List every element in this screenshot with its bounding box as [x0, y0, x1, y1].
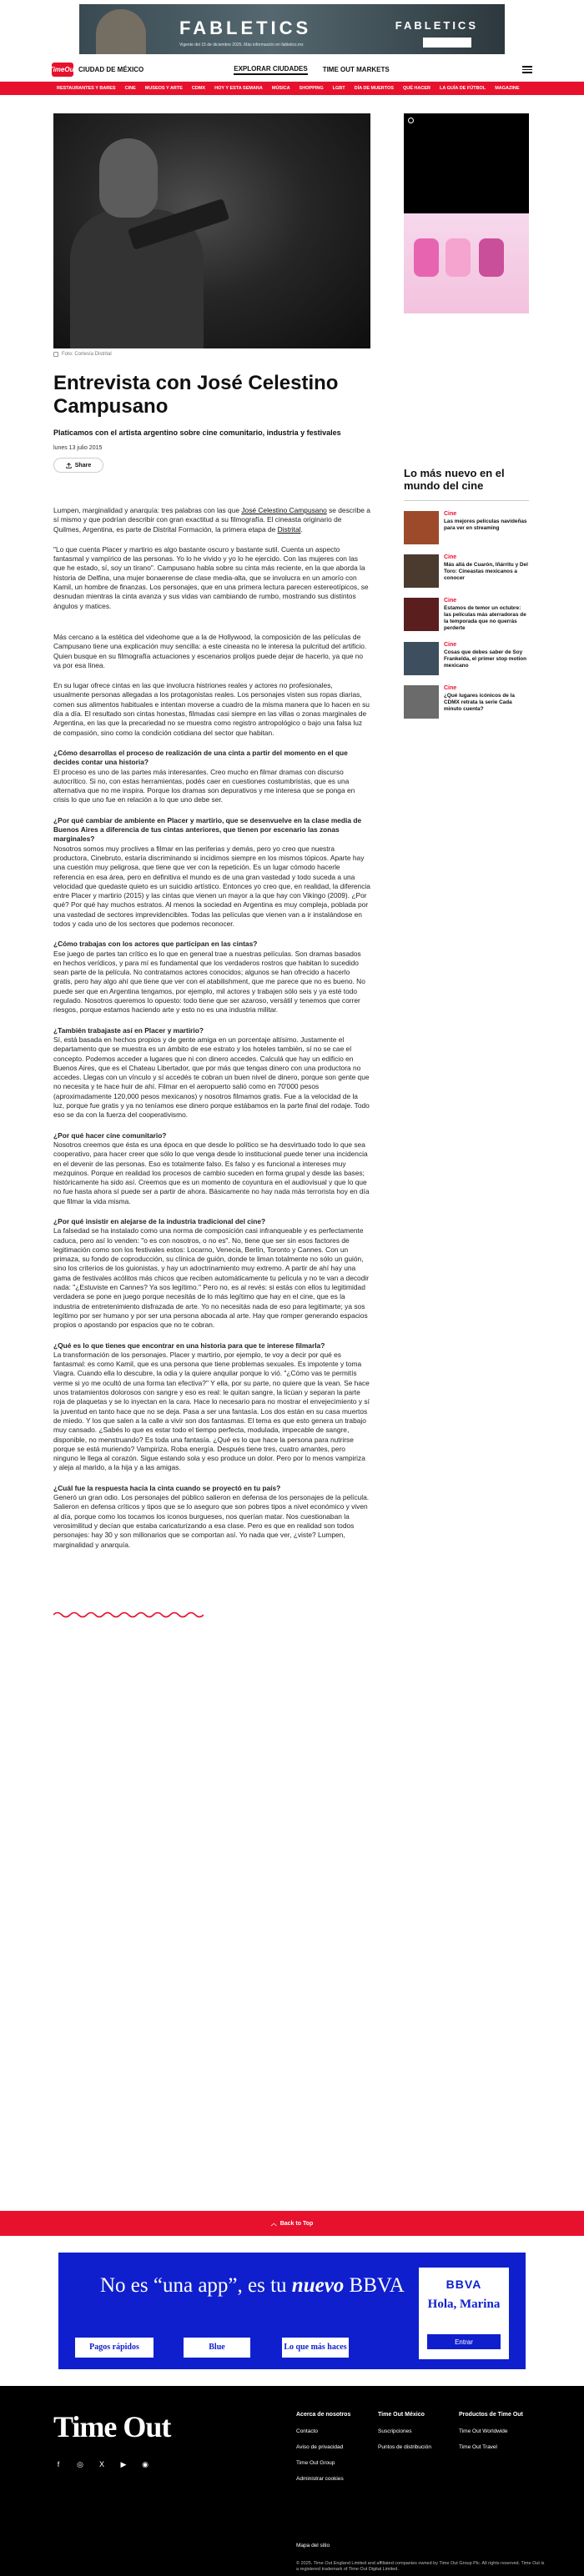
question: ¿Cuál fue la respuesta hacia la cinta cuando se proyectó en tu país?: [53, 1483, 281, 1492]
answer: El proceso es uno de las partes más interesantes. Creo mucho en filmar dramas con discurso autocrítico. Si no, con estas herramientas, podés caer en cuestiones costumbristas, que es una alternativa que no me inspira. Porque los dramas son depurativos y me interesa que se ponga en crisis lo que uno fue en relación a lo que uno debe ser.: [53, 767, 355, 804]
card-enter-button[interactable]: Entrar: [427, 2334, 501, 2349]
sidebar-article[interactable]: [404, 598, 529, 632]
answer: Generó un gran odio. Los personajes del público salieron en defensa de los personajes de la película. Salieron en defensa críticos y tipos que se lo aseguro que son pobres tipos a nivel económico y viven al día, porque como los tocamos los iconos burgueses, nos querían matar. Nos cuestionaban la verosimilitud y decían que estaba caricaturizando a esa clase. Pero es que en realidad son todos personajes: hay 30 y son millonarios que se comportan así. Yo nada que ver, ¿viste? Lumpen, marginalidad y anarquía.: [53, 1493, 370, 1549]
article-link[interactable]: Las mejores películas navideñas para ver en streaming: [444, 519, 527, 531]
ad-model-image: [96, 9, 146, 54]
footer-logo[interactable]: Time Out: [53, 2410, 171, 2443]
footer-link[interactable]: Administrar cookies: [296, 2476, 344, 2482]
question: ¿Cómo desarrollas el proceso de realización de una cinta a partir del momento en el que decides contar una historia?: [53, 748, 348, 767]
ad-pill[interactable]: Lo que más haces: [282, 2338, 349, 2358]
paragraph: "Lo que cuenta Placer y martirio es algo bastante oscuro y bastante sutil. Cuenta un aspecto fantasmal y vampírico de las personas. Yo lo he vivido y yo lo he ejercido. Con las mujeres con las que he estado, sí, soy un tirano". Campusano habla sobre su cinta más reciente, en la que aborda la historia de Delfina, una mujer bonaerense de clase media-alta, que se involucra en un amorío con Kamil, un hombre de finanzas. Los personajes, que en una primera lectura parecen estereotípicos, se desnudan mientras la cinta avanza y sus vidas van cambiando de rumbo, mostrando sus distintos ángulos y matices.: [53, 544, 369, 610]
timeout-logo[interactable]: TimeOut: [52, 63, 73, 77]
sidebar-ad-toys[interactable]: [404, 213, 529, 313]
footer-column-products: Productos de Time Out Time Out Worldwide Time Out Travel: [459, 2411, 526, 2450]
sidebar-article[interactable]: [404, 554, 529, 588]
link-distrital[interactable]: Distrital: [277, 524, 301, 534]
x-icon[interactable]: X: [98, 2460, 104, 2468]
facebook-icon[interactable]: f: [57, 2460, 60, 2468]
ad-subtext: Vigente del 15 de diciembre 2025. Más información en fabletics.mx: [179, 43, 304, 48]
nav-item[interactable]: LGBT: [332, 86, 345, 91]
sidebar-ad-blank: [404, 313, 529, 447]
nav-item[interactable]: SHOPPING: [299, 86, 324, 91]
bbva-ad[interactable]: [58, 2253, 526, 2369]
ad-brand-small: FABLETICS: [395, 19, 478, 32]
share-icon: [66, 463, 72, 469]
fabletics-ad[interactable]: [79, 4, 505, 54]
sidebar-article[interactable]: [404, 511, 529, 544]
ad-phone-card: [419, 2268, 509, 2359]
article-link[interactable]: Más allá de Cuarón, Iñárritu y Del Toro: Cineastas mexicanos a conocer: [444, 562, 528, 581]
nav-item[interactable]: LA GUÍA DE FÚTBOL: [439, 86, 486, 91]
category-label: Cine: [444, 511, 457, 517]
article-link[interactable]: Cosas que debes saber de Soy Frankelda, el primer stop motion mexicano: [444, 649, 527, 669]
question: ¿Cómo trabajas con los actores que participan en las cintas?: [53, 940, 258, 949]
spotify-icon[interactable]: ◉: [142, 2459, 149, 2468]
answer: Sí, está basada en hechos propios y de gente amiga en un porcentaje altísimo. Justamente el departamento que se muestra es un ámbito de ese estrato y los hoteles también, sí no se cae el concepto. Podemos acceder a lugares que ni con dinero accedes. Calculá que hay un edificio en Buenos Aires, que es el Chateau Libertador, que por más que tengas dinero con una productora no accedes. Llegas con un vínculo y sí accedés te cobran un buen nivel de dinero, porque son gente que no necesita y te hace huir de ahí. Filmar en el aeropuerto salió como en 70'000 pesos (aproximadamente 120,000 pesos mexicanos) y nosotros filmamos gratis. Fue a la velocidad de la luz, porque fue gratis y ya no teníamos ese dinero porque estábamos en la parte final del rodaje. Todo eso se da con la fuerza del cooperativismo.: [53, 1035, 370, 1120]
ad-pill[interactable]: Pagos rápidos: [75, 2338, 154, 2358]
article-thumbnail[interactable]: [404, 598, 439, 631]
question: ¿Por qué cambiar de ambiente en Placer y martirio, que se desenvuelve en la clase media de Buenos Aires a diferencia de tus cintas anteriores, que tienen por escenario las zonas marginales?: [53, 815, 362, 844]
footer-link[interactable]: Time Out Travel: [459, 2444, 497, 2450]
article-thumbnail[interactable]: [404, 685, 439, 719]
category-label: Cine: [444, 598, 457, 604]
bbva-ad-container: [0, 2236, 584, 2386]
question: ¿Por qué hacer cine comunitario?: [53, 1130, 167, 1140]
article-thumbnail[interactable]: [404, 511, 439, 544]
zigzag-divider: [53, 1611, 204, 1619]
chevron-up-icon: ︿: [270, 2221, 277, 2227]
article-subtitle: Platicamos con el artista argentino sobre cine comunitario, industria y festivales: [53, 428, 341, 437]
answer: La transformación de los personajes. Placer y martirio, por ejemplo, te voy a decir por qué es fantasmal: es como Kamil, que es una persona que tiene problemas sexuales. Es impotente y toma Viagra. Cuando ella lo descubre, la odia y la quiere anquilar porque lo vió. "¿Cómo vas te permitís verme si yo me ocultó de una forma tan efectiva?" Y ella, por su parte, no quiere que la vean. Se hace unos tratamientos dolorosos con sangre y eso es real: le quitan sangre, la licúan y separan la parte roja de plaquetas y se lo inyectan en la cara. Hace lo necesario para no mostrar el envejecimiento y sí la juventud en tanto hace que no se deja. Pasa a ser una fantasía. Los dos están en su casa muertos de miedo. Y los que salen a la calle a vivir son dos fantasmas. El tema es que esto genera un trabajo muy cansado. ¿Sabés lo que es estar todo el tiempo perfecta, modulada, impecable de sangre, disponible, no menstruando? Es toda una fantasía. ¿Qué es lo que hace la persona para nutrirse porque se está muriendo? Vampiriza. Roba energía. Después tiene tres, cuatro amantes, pero ninguno le llega al corazón. Sigue estando sola y eso produce un dolor. Pero por lo menos vampiriza y aleja al marido, a la hija y a las amigas.: [53, 1350, 370, 1472]
footer-link[interactable]: Time Out Worldwide: [459, 2428, 508, 2434]
paragraph: Más cercano a la estética del videohome que a la de Hollywood, la composición de las películas de Campusano tiene una explicación muy sencilla: a este cineasta no le interesa la pulcritud del artificio. Quien busque en su filmografía actuaciones y escenarios prolijos puede dejar de hacerlo, ya que no va por esa línea.: [53, 632, 367, 669]
answer: Nosotros creemos que ésta es una época en que desde lo político se ha desvirtuado todo lo que sea cooperativo, para hacer creer que sólo lo que venga desde lo institucional puede tener una incidencia en el devenir de las personas. Eso es totalmente falso. Es falso y es funcional a intereses muy mezquinos. Porque en realidad los procesos de cambio suceden en forma grupal y desde las bases; históricamente ha sido así. Creemos que es un momento de coyuntura en el audiovisual y que lo que no fue hasta ahora sí puede ser a partir de ahora. Básicamente no hay nada más terrorista hoy en día que filmar la vida misma.: [53, 1140, 370, 1205]
question: ¿Qué es lo que tienes que encontrar en una historia para que te interese filmarla?: [53, 1341, 325, 1350]
question: ¿También trabajaste así en Placer y martirio?: [53, 1025, 204, 1035]
footer-link[interactable]: Suscripciones: [378, 2428, 412, 2434]
category-label: Cine: [444, 554, 457, 560]
ad-info-icon[interactable]: [408, 118, 414, 123]
category-nav: [0, 82, 584, 95]
divider: [404, 500, 529, 501]
hero-image: [53, 113, 370, 348]
camera-icon: [53, 352, 58, 357]
ad-pill[interactable]: Blue: [184, 2338, 250, 2358]
article-title: Entrevista con José Celestino Campusano: [53, 372, 339, 418]
sidebar: [404, 113, 529, 1623]
article-body: [53, 506, 370, 1550]
explore-cities-link[interactable]: EXPLORAR CIUDADES: [234, 65, 307, 75]
category-label: Cine: [444, 685, 457, 691]
instagram-icon[interactable]: ◎: [77, 2459, 83, 2468]
card-greeting: Hola, Marina: [427, 2298, 501, 2311]
nav-item[interactable]: RESTAURANTES Y BARES: [57, 86, 116, 91]
answer: Nosotros somos muy proclives a filmar en las periferias y demás, pero yo creo que nuestra productora, Cinebruto, estaría discriminando si incidimos siempre en los mismos tópicos. Aparte hay una cuestión muy peligrosa, que tiene que ver con la repetición. Es un lugar cómodo hacerle referencia en esa área, pero en definitiva el mundo es de una gran vastedad y todo suceda a una velocidad que quedaste quieto es un suicidio artístico. Entonces yo creo que, en realidad, la diferencia entre Placer y martirio (2015) y las cintas que vienen un mayor a la que hay con Vikingo (2009). ¿Por qué? Por qué hay muchos estratos. Al menos la sociedad en Argentina es muy compleja, poblada por una vastedad de sectores imprevidencibles. Todas las películas que vienen van a ir instalándose en todos y cada uno de los sectores que podemos reconocer.: [53, 844, 370, 928]
bbva-logo: BBVA: [446, 2278, 482, 2291]
copyright-text: © 2025. Time Out England Limited and affiliated companies owned by Time Out Group Plc. All rights reserved. Time Out is a registered trademark of Time Out Digital Limited.: [296, 2561, 545, 2572]
question: ¿Por qué insistir en alejarse de la industria tradicional del cine?: [53, 1217, 266, 1225]
image-credit: Foto: Cortesía Distrital: [53, 352, 370, 357]
article-thumbnail[interactable]: [404, 642, 439, 675]
article-date: lunes 13 julio 2015: [53, 445, 103, 451]
site-footer: [0, 2386, 584, 2576]
ad-cta-button[interactable]: [423, 38, 471, 48]
back-to-top-button[interactable]: ︿ Back to Top: [0, 2211, 584, 2236]
sitemap-link[interactable]: Mapa del sitio: [296, 2543, 330, 2548]
category-label: Cine: [444, 642, 457, 648]
ad-brand: FABLETICS: [179, 18, 312, 38]
answer: Ese juego de partes tan crítico es lo que en general trae a nuestras películas. Son dramas basados en hechos verídicos, y para mí es fundamental que los verdaderos rostros que habitan lo sucedido sean parte de la película. No contratamos actores conocidos; algunos se han ofrecido a hacerlo gratis, pero hay algo ahí que tiene que ver con el atabilishment, que me parece que no es bueno. No puede ser que en Argentina tengamos, por ejemplo, mil actores y trabajen sólo seis y ya esté todo regulado. Nosotros queremos lo opuesto: todo tiene que ser azaroso, versátil y tenemos que correr riesgos, porque estamos haciendo arte y esto no es una industria militar.: [53, 949, 365, 1015]
nav-item[interactable]: CDMX: [191, 86, 206, 91]
article-column: [53, 113, 370, 1623]
footer-link[interactable]: Aviso de privacidad: [296, 2444, 344, 2450]
nav-item[interactable]: MUSEOS Y ARTE: [144, 86, 183, 91]
article-thumbnail[interactable]: [404, 554, 439, 588]
ad-headline: No es “una app”, es tu nuevo BBVA: [100, 2274, 405, 2297]
sidebar-ad-1[interactable]: [404, 113, 529, 213]
nav-item[interactable]: MÚSICA: [271, 86, 290, 91]
timeout-markets-link[interactable]: TIME OUT MARKETS: [322, 66, 390, 73]
nav-item[interactable]: DÍA DE MUERTOS: [354, 86, 394, 91]
nav-item[interactable]: CINE: [124, 86, 136, 91]
share-button[interactable]: Share: [53, 458, 103, 473]
nav-item[interactable]: QUÉ HACER: [402, 86, 430, 91]
top-ad-container: [0, 0, 584, 58]
footer-column-mexico: Time Out México Suscripciones Puntos de distribución: [378, 2412, 431, 2450]
nav-item[interactable]: MAGAZINE: [495, 86, 520, 91]
answer: La falsedad se ha instalado como una norma de composición casi infranqueable y es perfectamente caduca, pero así lo venden: "o es con nosotros, o no es". No, tiene que ser sin esos factores de legitimación como son los festivales estos: Locarno, Venecia, Berlín, Toronto y Cannes. Con un primaza, su fondo de coproducción, su clínica de guión, donde te liman totalmente no sólo un guión, sino los criterios de los guionistas, y hay un adoctrinamiento muy extremo. A partir de ahí hay una gama de festivales acólitos más chicos que reciben automáticamente tu película y no te van a decodir nada: "¿Estuviste en Cannes? Ya sos legítimo." Pero no, es al revés: si estás con ellos tu legitimidad verdadera se pone en juego porque necesitás de lo más legítimo que hay en el cine, que es la industria de entretenimiento disfrazada de arte. Yo no necesitás nada de eso para legitimarte; ya sos legítimo por ser humano y por ser una persona abocada al arte. Hay que romper generando espacios propios o apostando por espacios que no te cobran.: [53, 1226, 370, 1330]
menu-icon[interactable]: [522, 64, 532, 75]
youtube-icon[interactable]: ▶: [120, 2459, 127, 2468]
social-links: [53, 2459, 150, 2469]
link-campusano[interactable]: José Celestino Campusano: [241, 506, 327, 514]
sidebar-title: Lo más nuevo en el mundo del cine: [404, 467, 505, 492]
nav-item[interactable]: HOY Y ESTA SEMANA: [214, 86, 263, 91]
city-selector[interactable]: CIUDAD DE MÉXICO: [78, 66, 144, 73]
sidebar-article[interactable]: [404, 685, 529, 719]
article-link[interactable]: Estamos de temor un octubre: las películas más aterradoras de la temporada que no querrás perderte: [444, 605, 526, 631]
footer-column-about: Acerca de nosotros Contacto Aviso de privacidad Time Out Group Administrar cookies: [296, 2412, 351, 2482]
footer-link[interactable]: Contacto: [296, 2428, 319, 2434]
footer-link[interactable]: Puntos de distribución: [378, 2444, 431, 2450]
footer-link[interactable]: Time Out Group: [296, 2460, 335, 2466]
article-link[interactable]: ¿Qué lugares icónicos de la CDMX retrata la serie Cada minuto cuenta?: [444, 693, 515, 712]
sidebar-article[interactable]: [404, 642, 529, 675]
paragraph: En su lugar ofrece cintas en las que involucra histriones reales y actores no profesionales, usualmente personas allegadas a los protagonistas reales. Los personajes visten sus ropas diarias, comen sus alimentos habituales e intentan moverse a cuadro de la misma manera que lo hacen en su día a día. El resultado son cintas honestas, filmadas casi siempre en las villas o zonas marginales de Argentina, en las que la precariedad no se muestra como registro antropológico o bajo una falsa luz de compasión, sino como la condición cotidiana del sector que habitan.: [53, 681, 370, 737]
site-header: [0, 58, 584, 82]
paragraph: Lumpen, marginalidad y anarquía: tres palabras con las que José Celestino Campusano se describe a sí mismo y que podrían describir con gran exactitud a su filmografía. El cineasta originario de Quilmes, Argentina, es parte de Distrital Formación, la primera etapa de Distrital.: [53, 506, 370, 534]
